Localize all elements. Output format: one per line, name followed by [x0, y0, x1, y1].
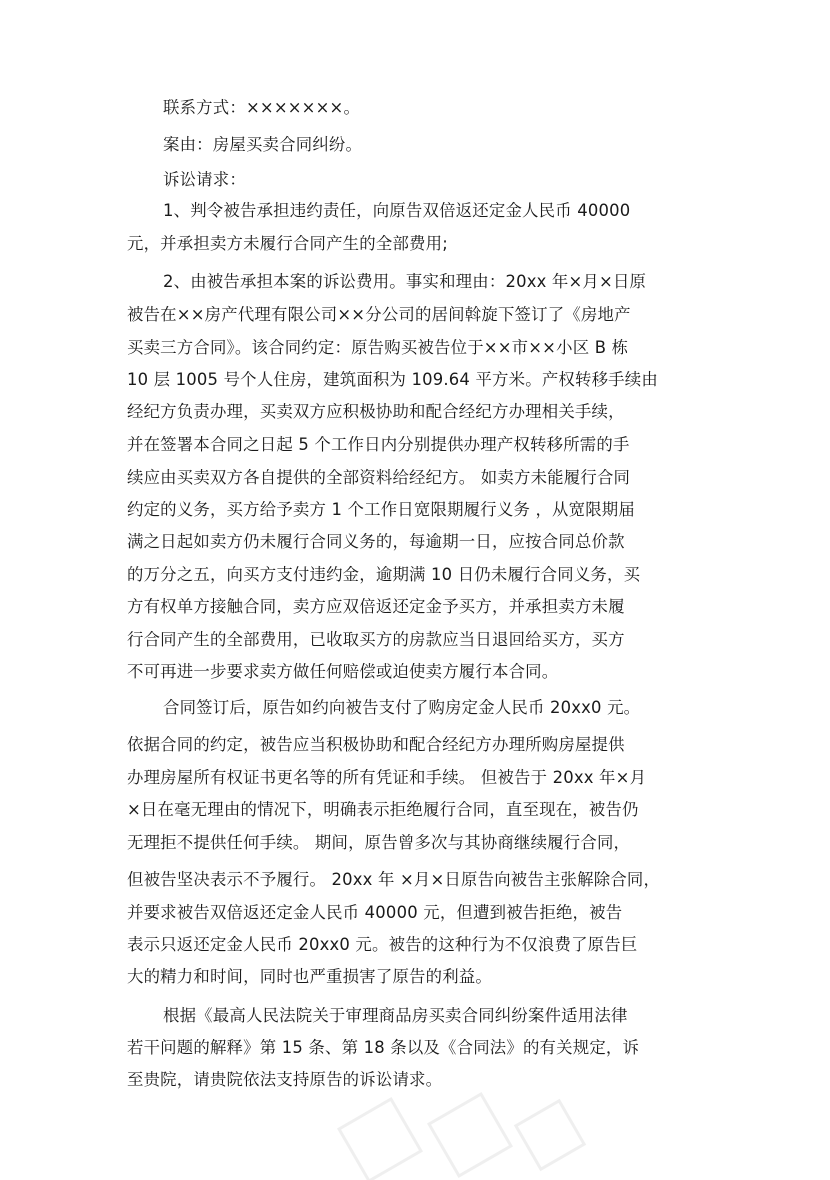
- basis-line-1: 根据《最高人民法院关于审理商品房买卖合同纠纷案件适用法律: [163, 1006, 628, 1025]
- facts-line-5: 经纪方负责办理，买卖双方应积极协助和配合经纪方办理相关手续，: [127, 402, 625, 421]
- facts-line-11: 方有权单方接触合同，卖方应双倍返还定金予买方，并承担卖方未履: [127, 597, 625, 616]
- payment-line-8: 表示只返还定金人民币 20xx0 元。被告的这种行为不仅浪费了原告巨: [127, 935, 638, 954]
- payment-line-7: 并要求被告双倍返还定金人民币 40000 元，但遭到被告拒绝，被告: [127, 903, 623, 922]
- payment-line-6: 但被告坚决表示不予履行。 20xx 年 ×月×日原告向被告主张解除合同，: [127, 870, 661, 889]
- payment-line-4: ×日在毫无理由的情况下，明确表示拒绝履行合同，直至现在，被告仍: [127, 800, 639, 819]
- claim-1-line-1: 1、判令被告承担违约责任，向原告双倍返还定金人民币 40000: [163, 201, 631, 220]
- claim-1-line-2: 元，并承担卖方未履行合同产生的全部费用;: [127, 234, 448, 253]
- payment-line-1: 合同签订后，原告如约向被告支付了购房定金人民币 20xx0 元。: [163, 698, 641, 717]
- payment-line-9: 大的精力和时间，同时也严重损害了原告的利益。: [127, 967, 492, 986]
- facts-line-8: 约定的义务，买方给予卖方 1 个工作日宽限期履行义务 ，从宽限期届: [127, 500, 635, 519]
- basis-line-3: 至贵院，请贵院依法支持原告的诉讼请求。: [127, 1070, 443, 1089]
- facts-line-13: 不可再进一步要求卖方做任何赔偿或迫使卖方履行本合同。: [127, 662, 559, 681]
- facts-line-7: 续应由买卖双方各自提供的全部资料给经纪方。 如卖方未能履行合同: [127, 468, 631, 487]
- basis-line-2: 若干问题的解释》第 15 条、第 18 条以及《合同法》的有关规定，诉: [127, 1038, 640, 1057]
- payment-line-5: 无理拒不提供任何手续。 期间，原告曾多次与其协商继续履行合同，: [127, 833, 631, 852]
- facts-line-3: 买卖三方合同》。该合同约定：原告购买被告位于××市××小区 B 栋: [127, 338, 629, 357]
- facts-line-2: 被告在××房产代理有限公司××分公司的居间斡旋下签订了《房地产: [127, 305, 631, 324]
- facts-line-4: 10 层 1005 号个人住房，建筑面积为 109.64 平方米。产权转移手续由: [127, 370, 658, 389]
- facts-line-12: 行合同产生的全部费用，已收取买方的房款应当日退回给买方，买方: [127, 630, 625, 649]
- payment-line-3: 办理房屋所有权证书更名等的所有凭证和手续。 但被告于 20xx 年×月: [127, 768, 647, 787]
- facts-line-9: 满之日起如卖方仍未履行合同义务的，每逾期一日，应按合同总价款: [127, 532, 625, 551]
- facts-line-10: 的万分之五，向买方支付违约金，逾期满 10 日仍未履行合同义务，买: [127, 565, 641, 584]
- contact-line: 联系方式：×××××××。: [163, 98, 361, 117]
- facts-line-6: 并在签署本合同之日起 5 个工作日内分别提供办理产权转移所需的手: [127, 435, 630, 454]
- case-cause-line: 案由：房屋买卖合同纠纷。: [163, 135, 363, 154]
- claim-2-line-1: 2、由被告承担本案的诉讼费用。事实和理由：20xx 年×月×日原: [163, 272, 647, 291]
- claims-heading: 诉讼请求：: [163, 170, 246, 189]
- payment-line-2: 依据合同的约定，被告应当积极协助和配合经纪方办理所购房屋提供: [127, 735, 625, 754]
- watermark-graphic: [330, 1090, 590, 1180]
